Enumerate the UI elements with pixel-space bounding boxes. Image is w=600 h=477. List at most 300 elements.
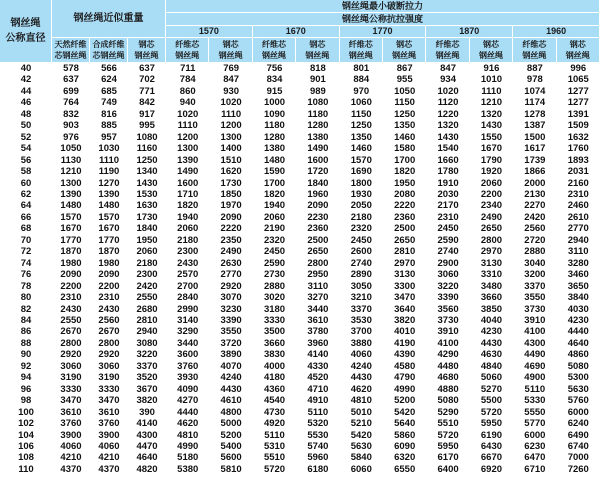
value-cell: 1180 bbox=[307, 108, 329, 120]
value-cell: 1580 bbox=[394, 143, 416, 155]
value-cell: 2200 bbox=[60, 280, 82, 292]
value-cell: 1500 bbox=[524, 131, 546, 143]
value-cell: 2920 bbox=[60, 349, 82, 361]
value-cell: 1110 bbox=[98, 154, 120, 166]
value-cell: 5110 bbox=[264, 429, 285, 441]
tensile-strength-header: 钢丝绳公称抗拉强度 bbox=[166, 13, 600, 26]
value-cell: 2720 bbox=[524, 234, 546, 246]
value-cell: 3140 bbox=[177, 314, 199, 326]
value-cell: 2880 bbox=[263, 280, 286, 292]
value-cell: 4070 bbox=[220, 360, 242, 372]
value-cell: 1700 bbox=[263, 177, 286, 189]
value-cell: 1930 bbox=[350, 188, 372, 200]
approx-weight-header: 钢丝绳近似重量 bbox=[52, 0, 166, 38]
value-cell: 2970 bbox=[394, 257, 416, 269]
value-cell: 5010 bbox=[350, 406, 372, 418]
grade-1670-header: 1670 bbox=[253, 26, 340, 38]
value-cell: 1760 bbox=[567, 143, 589, 155]
value-cell: 1850 bbox=[220, 188, 242, 200]
diameter-cell: 58 bbox=[20, 166, 32, 178]
value-cell: 915 bbox=[266, 85, 283, 97]
value-cell: 390 bbox=[139, 406, 155, 418]
value-cell: 7260 bbox=[567, 463, 589, 475]
value-cell: 3050 bbox=[350, 280, 372, 292]
value-cell: 2490 bbox=[480, 211, 503, 223]
value-cell: 3640 bbox=[394, 303, 416, 315]
value-cell: 1460 bbox=[350, 143, 372, 155]
table-row bbox=[0, 384, 600, 395]
value-cell: 2320 bbox=[350, 223, 372, 235]
value-cell: 1430 bbox=[480, 120, 503, 132]
value-cell: 1020 bbox=[220, 97, 242, 109]
value-cell: 5270 bbox=[480, 383, 503, 395]
value-cell: 4060 bbox=[60, 440, 82, 452]
value-cell: 3550 bbox=[524, 292, 546, 304]
value-cell: 5060 bbox=[480, 372, 503, 384]
subheader-line1: 钢芯 bbox=[569, 40, 586, 49]
value-cell: 2740 bbox=[437, 246, 459, 258]
value-cell: 685 bbox=[101, 85, 117, 97]
value-cell: 3910 bbox=[524, 314, 546, 326]
table-row bbox=[0, 326, 600, 337]
value-cell: 6190 bbox=[480, 429, 503, 441]
value-cell: 4180 bbox=[263, 372, 286, 384]
value-cell: 4920 bbox=[263, 418, 286, 430]
value-cell: 6000 bbox=[524, 429, 546, 441]
value-cell: 6740 bbox=[567, 440, 589, 452]
value-cell: 978 bbox=[526, 74, 543, 86]
value-cell: 1200 bbox=[220, 120, 242, 132]
value-cell: 1110 bbox=[481, 85, 502, 97]
diameter-cell: 88 bbox=[20, 337, 32, 349]
diameter-cell: 56 bbox=[20, 154, 32, 166]
value-cell: 1700 bbox=[394, 154, 416, 166]
value-cell: 5640 bbox=[394, 418, 416, 430]
value-cell: 3610 bbox=[98, 406, 120, 418]
value-cell: 2650 bbox=[394, 234, 416, 246]
table-row bbox=[0, 200, 600, 211]
diameter-cell: 50 bbox=[20, 120, 32, 132]
value-cell: 1350 bbox=[350, 131, 372, 143]
subheader-line1: 钢芯 bbox=[396, 40, 413, 49]
value-cell: 2450 bbox=[263, 246, 286, 258]
diameter-cell: 82 bbox=[20, 303, 32, 315]
value-cell: 5510 bbox=[437, 418, 459, 430]
nominal-diameter-header bbox=[0, 0, 52, 63]
value-cell: 2450 bbox=[350, 234, 372, 246]
value-cell: 4910 bbox=[307, 395, 329, 407]
value-cell: 2300 bbox=[177, 246, 199, 258]
value-cell: 2610 bbox=[567, 211, 589, 223]
table-row bbox=[0, 189, 600, 200]
value-cell: 1620 bbox=[220, 166, 242, 178]
value-cell: 2030 bbox=[437, 188, 459, 200]
diameter-cell: 108 bbox=[18, 452, 34, 464]
table-row bbox=[0, 97, 600, 108]
value-cell: 3200 bbox=[524, 269, 546, 281]
value-cell: 1250 bbox=[136, 154, 158, 166]
subheader-line1: 钢芯 bbox=[309, 40, 326, 49]
value-cell: 2770 bbox=[220, 269, 242, 281]
value-cell: 2060 bbox=[480, 177, 503, 189]
value-cell: 2950 bbox=[307, 269, 329, 281]
diameter-cell: 78 bbox=[20, 280, 32, 292]
subheader-line2: 钢丝绳 bbox=[565, 51, 590, 60]
subheader-line1: 纤维芯 bbox=[522, 40, 547, 49]
diameter-cell: 64 bbox=[20, 200, 32, 212]
value-cell: 5000 bbox=[220, 418, 242, 430]
value-cell: 2090 bbox=[220, 211, 242, 223]
value-cell: 4430 bbox=[350, 372, 372, 384]
value-cell: 1866 bbox=[524, 166, 546, 178]
value-cell: 1430 bbox=[437, 131, 459, 143]
value-cell: 5200 bbox=[220, 429, 242, 441]
value-cell: 6430 bbox=[480, 440, 503, 452]
value-cell: 2600 bbox=[350, 246, 372, 258]
value-cell: 6320 bbox=[394, 452, 416, 464]
value-cell: 4620 bbox=[177, 418, 199, 430]
value-cell: 995 bbox=[139, 120, 155, 132]
value-cell: 3960 bbox=[307, 337, 329, 349]
value-cell: 1120 bbox=[437, 97, 459, 109]
table-row bbox=[0, 349, 600, 360]
value-cell: 1220 bbox=[437, 108, 459, 120]
value-cell: 5630 bbox=[567, 383, 589, 395]
value-cell: 4440 bbox=[567, 326, 589, 338]
value-cell: 4370 bbox=[60, 463, 82, 475]
value-cell: 2940 bbox=[136, 326, 158, 338]
value-cell: 3300 bbox=[394, 280, 416, 292]
value-cell: 5630 bbox=[350, 440, 372, 452]
value-cell: 934 bbox=[440, 74, 456, 86]
table-row bbox=[0, 223, 600, 234]
value-cell: 3820 bbox=[394, 314, 416, 326]
value-cell: 1950 bbox=[394, 177, 416, 189]
value-cell: 624 bbox=[101, 74, 117, 86]
value-cell: 771 bbox=[139, 85, 155, 97]
value-cell: 3550 bbox=[220, 326, 242, 338]
value-cell: 2180 bbox=[350, 211, 372, 223]
value-cell: 1770 bbox=[98, 234, 120, 246]
value-cell: 957 bbox=[101, 131, 117, 143]
table-row bbox=[0, 338, 600, 349]
value-cell: 1720 bbox=[307, 166, 329, 178]
table-row bbox=[0, 258, 600, 269]
value-cell: 6670 bbox=[480, 452, 503, 464]
value-cell: 4370 bbox=[98, 463, 120, 475]
value-cell: 2920 bbox=[220, 280, 242, 292]
value-cell: 2320 bbox=[263, 234, 286, 246]
value-cell: 2310 bbox=[567, 188, 589, 200]
value-cell: 2000 bbox=[524, 177, 546, 189]
value-cell: 6490 bbox=[567, 429, 589, 441]
value-cell: 711 bbox=[180, 63, 196, 74]
diameter-cell: 106 bbox=[18, 440, 34, 452]
value-cell: 3560 bbox=[437, 303, 459, 315]
value-cell: 3760 bbox=[60, 418, 82, 430]
value-cell: 1390 bbox=[60, 188, 82, 200]
value-cell: 1174 bbox=[524, 97, 546, 109]
value-cell: 2130 bbox=[524, 188, 546, 200]
value-cell: 1630 bbox=[136, 200, 158, 212]
value-cell: 4190 bbox=[394, 337, 416, 349]
value-cell: 2550 bbox=[136, 292, 158, 304]
value-cell: 4640 bbox=[136, 452, 158, 464]
value-cell: 4140 bbox=[136, 418, 158, 430]
value-cell: 1277 bbox=[567, 97, 589, 109]
value-cell: 5200 bbox=[394, 395, 416, 407]
value-cell: 1380 bbox=[263, 143, 286, 155]
value-cell: 3610 bbox=[60, 406, 82, 418]
value-cell: 5110 bbox=[307, 406, 329, 418]
subheader-line2: 钢丝绳 bbox=[175, 51, 200, 60]
value-cell: 2450 bbox=[437, 223, 459, 235]
value-cell: 1391 bbox=[567, 108, 589, 120]
value-cell: 1730 bbox=[136, 211, 158, 223]
value-cell: 2680 bbox=[136, 303, 158, 315]
value-cell: 5530 bbox=[307, 429, 329, 441]
value-cell: 3190 bbox=[98, 372, 120, 384]
value-cell: 4480 bbox=[437, 360, 459, 372]
value-cell: 3440 bbox=[177, 337, 199, 349]
grade-1870-header: 1870 bbox=[426, 26, 513, 38]
value-cell: 3500 bbox=[263, 326, 286, 338]
value-cell: 4300 bbox=[136, 429, 158, 441]
diameter-cell: 46 bbox=[20, 97, 32, 109]
value-cell: 2940 bbox=[567, 234, 589, 246]
table-row bbox=[0, 86, 600, 97]
diameter-cell: 62 bbox=[20, 188, 32, 200]
subheader-line2: 钢丝绳 bbox=[134, 51, 159, 60]
value-cell: 2160 bbox=[567, 177, 589, 189]
value-cell: 3470 bbox=[394, 292, 416, 304]
value-cell: 2990 bbox=[177, 303, 199, 315]
subheader-line2: 钢丝绳 bbox=[435, 51, 460, 60]
value-cell: 2550 bbox=[60, 314, 82, 326]
value-cell: 3370 bbox=[136, 360, 158, 372]
value-cell: 2650 bbox=[480, 223, 503, 235]
value-cell: 1690 bbox=[350, 166, 372, 178]
value-cell: 1570 bbox=[350, 154, 372, 166]
value-cell: 3480 bbox=[480, 280, 503, 292]
value-cell: 3730 bbox=[437, 314, 459, 326]
table-row bbox=[0, 63, 600, 74]
value-cell: 4790 bbox=[394, 372, 416, 384]
value-cell: 4680 bbox=[437, 372, 459, 384]
value-cell: 6470 bbox=[524, 452, 546, 464]
value-cell: 996 bbox=[570, 63, 587, 74]
value-cell: 6170 bbox=[437, 452, 459, 464]
value-cell: 1770 bbox=[60, 234, 82, 246]
value-cell: 2220 bbox=[394, 200, 416, 212]
subheader-line1: 钢芯 bbox=[138, 40, 155, 49]
table-row bbox=[0, 143, 600, 154]
value-cell: 784 bbox=[179, 74, 196, 86]
value-cell: 3670 bbox=[136, 383, 158, 395]
value-cell: 901 bbox=[309, 74, 326, 86]
value-cell: 4710 bbox=[307, 383, 329, 395]
table-row bbox=[0, 166, 600, 177]
value-cell: 3830 bbox=[263, 349, 286, 361]
value-cell: 970 bbox=[353, 85, 370, 97]
diameter-cell: 48 bbox=[20, 108, 32, 120]
value-cell: 3330 bbox=[60, 383, 82, 395]
value-cell: 1080 bbox=[307, 97, 329, 109]
value-cell: 1600 bbox=[177, 177, 199, 189]
value-cell: 4270 bbox=[177, 395, 199, 407]
value-cell: 2060 bbox=[177, 223, 199, 235]
value-cell: 2090 bbox=[307, 200, 329, 212]
value-cell: 5600 bbox=[220, 452, 242, 464]
value-cell: 2031 bbox=[567, 166, 589, 178]
table-row bbox=[0, 407, 600, 418]
value-cell: 2920 bbox=[98, 349, 120, 361]
value-cell: 4000 bbox=[263, 360, 286, 372]
value-cell: 1660 bbox=[437, 154, 459, 166]
value-cell: 4730 bbox=[263, 406, 286, 418]
value-cell: 4090 bbox=[177, 383, 199, 395]
value-cell: 3900 bbox=[60, 429, 82, 441]
grade-1960-header: 1960 bbox=[513, 26, 600, 38]
value-cell: 3220 bbox=[136, 349, 158, 361]
value-cell: 2080 bbox=[394, 188, 416, 200]
value-cell: 3290 bbox=[177, 326, 199, 338]
value-cell: 3180 bbox=[263, 303, 286, 315]
value-cell: 1530 bbox=[136, 188, 158, 200]
value-cell: 4900 bbox=[524, 372, 546, 384]
diameter-cell: 80 bbox=[20, 292, 32, 304]
value-cell: 1600 bbox=[307, 154, 329, 166]
value-cell: 3070 bbox=[220, 292, 242, 304]
value-cell: 2220 bbox=[220, 223, 242, 235]
subheader-line2: 钢丝绳 bbox=[218, 51, 243, 60]
value-cell: 2200 bbox=[98, 280, 120, 292]
subheader-line1: 钢芯 bbox=[222, 40, 239, 49]
value-cell: 3890 bbox=[220, 349, 242, 361]
fiber-core-header bbox=[426, 38, 469, 63]
value-cell: 2970 bbox=[480, 246, 503, 258]
value-cell: 1278 bbox=[524, 108, 546, 120]
value-cell: 4360 bbox=[263, 383, 286, 395]
value-cell: 3600 bbox=[177, 349, 199, 361]
value-cell: 1920 bbox=[480, 166, 503, 178]
value-cell: 1387 bbox=[524, 120, 546, 132]
value-cell: 2900 bbox=[437, 257, 459, 269]
value-cell: 3880 bbox=[350, 337, 372, 349]
value-cell: 4210 bbox=[98, 452, 120, 464]
value-cell: 2060 bbox=[136, 246, 158, 258]
value-cell: 1020 bbox=[437, 85, 459, 97]
value-cell: 1200 bbox=[177, 131, 199, 143]
value-cell: 1320 bbox=[480, 108, 503, 120]
value-cell: 887 bbox=[526, 63, 543, 74]
value-cell: 3270 bbox=[307, 292, 329, 304]
value-cell: 1590 bbox=[263, 166, 286, 178]
value-cell: 3850 bbox=[480, 303, 503, 315]
diameter-cell: 98 bbox=[20, 395, 32, 407]
value-cell: 2420 bbox=[136, 280, 158, 292]
diameter-cell: 40 bbox=[20, 63, 32, 74]
value-cell: 1150 bbox=[394, 97, 415, 109]
value-cell: 637 bbox=[139, 63, 155, 74]
table-row bbox=[0, 246, 600, 257]
value-cell: 3020 bbox=[263, 292, 286, 304]
value-cell: 4540 bbox=[263, 395, 286, 407]
value-cell: 3660 bbox=[263, 337, 286, 349]
subheader-line2: 芯钢丝绳 bbox=[54, 51, 87, 60]
value-cell: 5770 bbox=[524, 418, 546, 430]
value-cell: 4580 bbox=[394, 360, 416, 372]
value-cell: 1940 bbox=[263, 200, 286, 212]
value-cell: 756 bbox=[266, 63, 283, 74]
value-cell: 4390 bbox=[394, 349, 416, 361]
value-cell: 4060 bbox=[350, 349, 372, 361]
value-cell: 1300 bbox=[60, 177, 82, 189]
corner-line1: 钢丝绳 bbox=[10, 18, 41, 29]
subheader-line1: 钢芯 bbox=[482, 40, 499, 49]
value-cell: 5310 bbox=[263, 440, 286, 452]
value-cell: 2570 bbox=[177, 269, 199, 281]
value-cell: 3330 bbox=[98, 383, 120, 395]
value-cell: 1840 bbox=[307, 177, 329, 189]
value-cell: 2810 bbox=[394, 246, 416, 258]
value-cell: 5950 bbox=[437, 440, 459, 452]
subheader-line1: 天然纤维 bbox=[54, 40, 87, 49]
value-cell: 1250 bbox=[350, 120, 372, 132]
value-cell: 2300 bbox=[136, 269, 158, 281]
value-cell: 1710 bbox=[177, 188, 199, 200]
value-cell: 2310 bbox=[60, 292, 82, 304]
value-cell: 5110 bbox=[524, 383, 546, 395]
value-cell: 2500 bbox=[307, 234, 329, 246]
value-cell: 1730 bbox=[220, 177, 242, 189]
diameter-cell: 60 bbox=[20, 177, 32, 189]
value-cell: 5510 bbox=[263, 452, 286, 464]
value-cell: 2810 bbox=[136, 314, 158, 326]
value-cell: 1790 bbox=[480, 154, 503, 166]
value-cell: 832 bbox=[63, 108, 79, 120]
value-cell: 2090 bbox=[98, 269, 120, 281]
table-row bbox=[0, 109, 600, 120]
table-row bbox=[0, 361, 600, 372]
table-row bbox=[0, 430, 600, 441]
diameter-cell: 44 bbox=[20, 85, 32, 97]
diameter-cell: 42 bbox=[20, 74, 32, 86]
value-cell: 1050 bbox=[394, 85, 416, 97]
value-cell: 1250 bbox=[394, 108, 416, 120]
value-cell: 4860 bbox=[567, 349, 589, 361]
value-cell: 3370 bbox=[524, 280, 546, 292]
value-cell: 2360 bbox=[394, 211, 416, 223]
value-cell: 2310 bbox=[437, 211, 459, 223]
table-row bbox=[0, 464, 600, 475]
table-row bbox=[0, 395, 600, 406]
value-cell: 1870 bbox=[98, 246, 120, 258]
value-cell: 769 bbox=[223, 63, 240, 74]
value-cell: 2730 bbox=[263, 269, 286, 281]
value-cell: 3310 bbox=[480, 269, 503, 281]
value-cell: 3390 bbox=[220, 314, 242, 326]
value-cell: 1340 bbox=[136, 166, 158, 178]
value-cell: 2500 bbox=[394, 223, 416, 235]
diameter-cell: 52 bbox=[20, 131, 32, 143]
table-row bbox=[0, 441, 600, 452]
value-cell: 4430 bbox=[220, 383, 242, 395]
value-cell: 2560 bbox=[98, 314, 120, 326]
value-cell: 2630 bbox=[220, 257, 242, 269]
value-cell: 1010 bbox=[480, 74, 503, 86]
value-cell: 5860 bbox=[394, 429, 416, 441]
